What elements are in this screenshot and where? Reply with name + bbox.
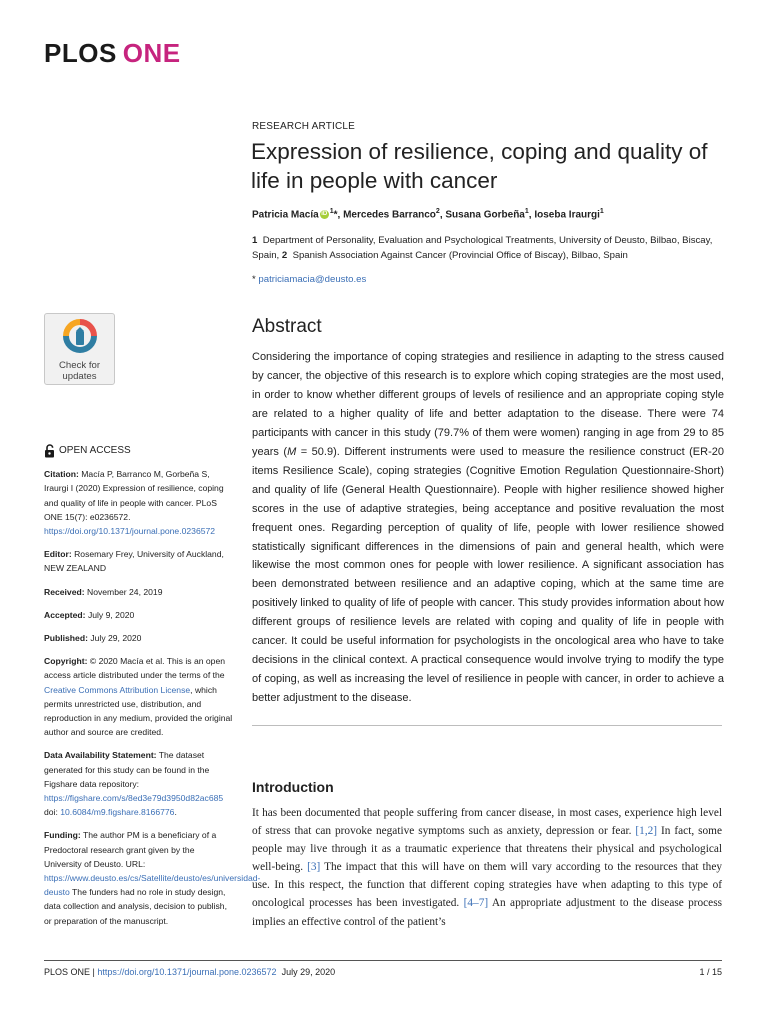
author-name[interactable]: Ioseba Iraurgi <box>534 209 600 221</box>
orcid-icon[interactable]: iD <box>321 211 328 218</box>
funding-label: Funding: <box>44 830 81 841</box>
author-affil-sup: 2 <box>435 208 440 215</box>
author-affil-sup: 1 <box>599 208 604 215</box>
affil-num: 1 <box>252 235 258 246</box>
published <box>44 631 234 645</box>
article-title: Expression of resilience, coping and quality of life in people with cancer <box>251 139 708 193</box>
editor <box>44 547 234 575</box>
page-footer <box>44 967 335 977</box>
footer-separator: | <box>92 967 95 977</box>
citation-doi-link[interactable]: https://doi.org/10.1371/journal.pone.0236572 <box>44 526 216 537</box>
received-date: November 24, 2019 <box>87 586 163 597</box>
citation-label: Citation: <box>44 469 79 480</box>
citation <box>44 467 234 538</box>
introduction-heading: Introduction <box>252 779 334 795</box>
abstract-text-cont: = 50.9). Different instruments were used to measure the resilience construct (ER-20 items Resilience Scale), coping strategies (Cognitive Emotion Regulation Questionnaire-Short) and quality of life (General Health Questionnaire). People with higher resilience showed higher scores in the use of adaptive strategies, being acceptance and positive revaluation the most frequent ones. Regarding perception of quality of life, people with lower resilience showed statistically significant differences in the dimensions of pain and general health, which were likewise the most common ones for people with lower resilience. A significant association has been demonstrated between resilience and an adaptive coping, which at the same time are positively linked to quality of life of people with cancer. This study provides information about how different groups of resilience levels are related with coping and quality of life in people with cancer. It could be useful information for psychologists in the oncological area who have to take decisions in the clinical context. A practical consequence would involve trying to modify the type of coping, as well as increasing the level of resilience in people with cancer, in order to achieve a better adjustment to the disease. <box>252 445 724 705</box>
editor-label: Editor: <box>44 549 72 560</box>
introduction-body <box>252 804 722 931</box>
intro-text: In fact, some people may live through it as a traumatic experience that threatens their physical and psychological well-being. <box>252 825 722 874</box>
intro-text: It has been documented that people suffering from cancer disease, in most cases, experience high level of stress that can provoke negative symptoms such as anxiety, depression or fear. <box>252 807 722 838</box>
check-updates-label <box>45 361 114 382</box>
affil-text: Spanish Association Against Cancer (Provincial Office of Biscay), Bilbao, Spain <box>292 249 628 261</box>
funding <box>44 828 261 927</box>
figshare-link[interactable]: https://figshare.com/s/8ed3e79d3950d82ac685 <box>44 793 224 804</box>
abstract-heading: Abstract <box>252 316 322 337</box>
page-number: 1 / 15 <box>699 967 722 977</box>
author-affil-sup: 1 <box>524 208 529 215</box>
corresponding-email <box>252 274 366 285</box>
affil-text: Department of Personality, Evaluation and Psychological Treatments, University of Deusto, Bilbao, Biscay, Spain, <box>252 235 713 261</box>
logo-plos: PLOS <box>44 38 117 68</box>
accepted-label: Accepted: <box>44 609 86 620</box>
published-date: July 29, 2020 <box>90 633 142 644</box>
affiliations <box>252 234 732 263</box>
received-label: Received: <box>44 586 85 597</box>
author-affil-sup: 1 <box>329 208 334 215</box>
data-availability <box>44 748 234 819</box>
footer-date: July 29, 2020 <box>281 967 336 977</box>
editor-text: Rosemary Frey, University of Auckland, NEW ZEALAND <box>44 549 224 574</box>
copyright-text-cont: , which permits unrestricted use, distribution, and reproduction in any medium, provided the original author and source are credited. <box>44 684 233 738</box>
data-availability-text: The dataset generated for this study can be found in the Figshare data repository: <box>44 750 210 789</box>
email-link[interactable]: patriciamacia@deusto.es <box>258 274 367 285</box>
data-doi-label: doi: <box>44 807 58 818</box>
open-access-label <box>44 444 234 458</box>
footer-rule <box>44 960 722 961</box>
footer-journal: PLOS ONE <box>44 967 91 977</box>
open-lock-icon <box>44 444 55 458</box>
check-updates-line2: updates <box>62 370 97 382</box>
accepted <box>44 608 234 622</box>
abstract-text: Considering the importance of coping strategies and resilience in adapting to the stress caused by cancer, the objective of this research is to explore which coping strategies are the most used, in order to know whether different groups of levels of resilience and an appropriate coping style are related to a higher quality of life and better adaptation to the disease. There were 74 participants with cancer in this study (79.7% of them were women) ranging in age from 29 to 85 years ( <box>252 351 724 458</box>
data-doi-link[interactable]: 10.6084/m9.figshare.8166776 <box>60 807 175 818</box>
open-access-text: OPEN ACCESS <box>59 445 131 456</box>
received <box>44 585 234 599</box>
copyright-text: © 2020 Macía et al. This is an open access article distributed under the terms of the <box>44 656 226 681</box>
published-label: Published: <box>44 633 88 644</box>
data-availability-label: Data Availability Statement: <box>44 750 157 761</box>
funding-text-cont: The funders had no role in study design, data collection and analysis, decision to publish, or preparation of the manuscript. <box>44 887 227 926</box>
footer-doi-link[interactable]: https://doi.org/10.1371/journal.pone.0236572 <box>97 967 277 977</box>
abstract-mean-symbol: M <box>287 445 297 458</box>
intro-text: The impact that this will have on them will vary according to the resources that they use. In this respect, the function that different coping strategies have when adapting to this type of oncological processes has been investigated. <box>252 861 722 910</box>
logo-one: ONE <box>122 38 181 68</box>
check-for-updates-badge[interactable] <box>44 313 115 385</box>
affil-num: 2 <box>281 249 288 261</box>
reference-link[interactable]: [1,2] <box>635 825 658 838</box>
author-name[interactable]: Mercedes Barranco <box>343 209 436 221</box>
article-sidebar <box>44 444 261 937</box>
author-list: Patricia Macía iD $^1$*, Mercedes Barranco$^2$, Susana Gorbeña$^1$, Ioseba Iraurgi$^1$ <box>252 208 604 221</box>
article-type: RESEARCH ARTICLE <box>252 121 356 132</box>
intro-text: An appropriate adjustment to the disease process implies an effective control of the patient’s <box>252 897 722 928</box>
corresponding-star: * <box>333 209 338 221</box>
license-link[interactable]: Creative Commons Attribution License <box>44 684 191 695</box>
section-divider <box>252 725 722 726</box>
accepted-date: July 9, 2020 <box>87 609 135 620</box>
check-updates-line1: Check for <box>58 360 101 371</box>
copyright-label: Copyright: <box>44 656 88 667</box>
citation-text: Macía P, Barranco M, Gorbeña S, Iraurgi I (2020) Expression of resilience, coping and quality of life in people with cancer. PLoS ONE 15(7): e0236572. <box>44 469 224 522</box>
check-updates-icon <box>63 319 97 353</box>
author-name[interactable]: Patricia Macía <box>252 209 319 221</box>
reference-link[interactable]: [4–7] <box>463 897 489 910</box>
abstract-body <box>252 348 724 708</box>
funding-link[interactable]: https://www.deusto.es/cs/Satellite/deusto/es/universidad-deusto <box>44 873 261 898</box>
funding-text: The author PM is a beneficiary of a Predoctoral research grant given by the University of Deusto. URL: <box>44 830 217 869</box>
data-text-end: . <box>174 807 177 818</box>
author-name[interactable]: Susana Gorbeña <box>445 209 525 221</box>
email-star: * <box>252 274 256 285</box>
copyright <box>44 654 234 739</box>
journal-logo[interactable] <box>44 38 181 69</box>
reference-link[interactable]: [3] <box>307 861 321 874</box>
